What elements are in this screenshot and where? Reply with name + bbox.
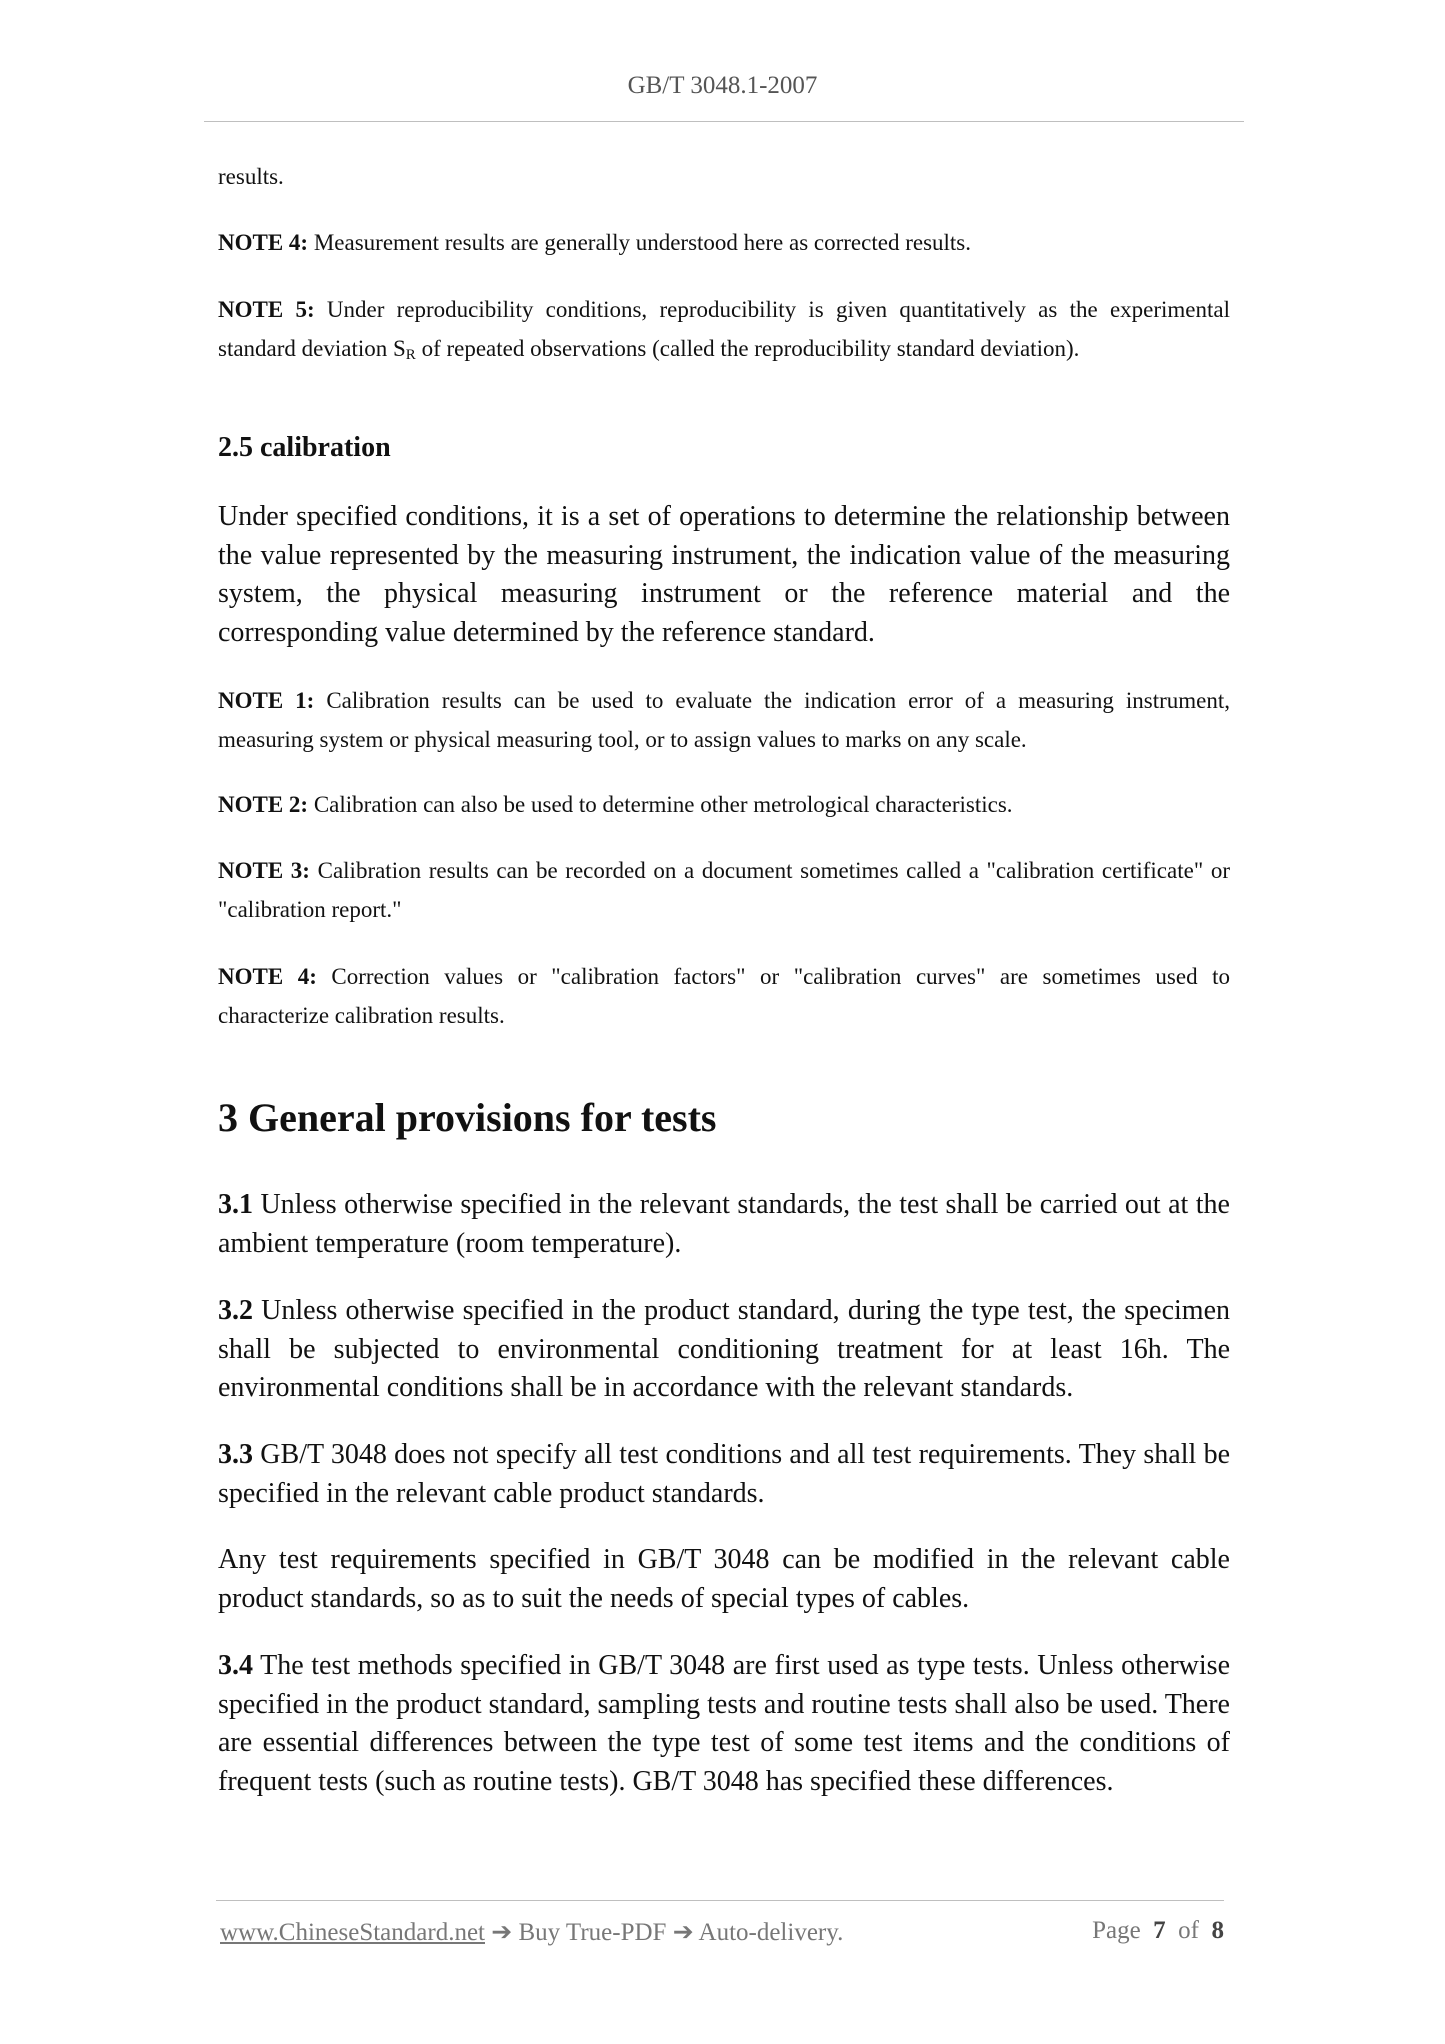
clause-3-3-continued: Any test requirements specified in GB/T 3048 can be modified in the relevant cable product standards, so as to suit the needs of special types of cables.: [218, 1544, 1230, 1614]
footer-divider: [216, 1900, 1224, 1901]
clause-number: 3.1: [218, 1189, 253, 1220]
continued-text: results.: [218, 164, 284, 189]
clause-3-1: 3.1 Unless otherwise specified in the relevant standards, the test shall be carried out at the ambient temperature (room temperature).: [218, 1189, 1230, 1259]
header-divider: [204, 121, 1244, 122]
section-2-5-title: 2.5 calibration: [218, 432, 391, 463]
total-pages: 8: [1211, 1917, 1224, 1944]
section-3-title: 3 General provisions for tests: [218, 1095, 717, 1140]
clause-3-4: 3.4 The test methods specified in GB/T 3048 are first used as type tests. Unless otherwise specified in the product standard, sampling tests and routine tests shall also be used. There are essential differences between the type test of some test items and the conditions of frequent tests (such as routine tests). GB/T 3048 has specified these differences.: [218, 1650, 1230, 1797]
note-4-measurement: NOTE 4: Measurement results are generally understood here as corrected results.: [218, 230, 971, 255]
running-header: GB/T 3048.1-2007: [627, 72, 818, 99]
current-page: 7: [1153, 1917, 1166, 1944]
note-5-reproducibility: NOTE 5: Under reproducibility conditions, reproducibility is given quantitatively as the experimental standard deviation $S_R$ of repeated observations (called the reproducibility standard deviation).: [218, 297, 1230, 363]
buy-pdf-text: Buy True-PDF: [518, 1919, 667, 1946]
calibration-note-3: NOTE 3: Calibration results can be recorded on a document sometimes called a "calibration certificate" or "calibration report.": [218, 858, 1231, 922]
delivery-text: Auto-delivery.: [698, 1919, 844, 1946]
note-label: NOTE 4:: [218, 964, 317, 989]
clause-number: 3.3: [218, 1439, 253, 1470]
clause-3-3: 3.3 GB/T 3048 does not specify all test conditions and all test requirements. They shall be specified in the relevant cable product standards.: [218, 1439, 1230, 1509]
arrow-right-icon: ➔: [672, 1919, 694, 1946]
calibration-note-2: NOTE 2: Calibration can also be used to determine other metrological characteristics.: [218, 792, 1013, 817]
arrow-right-icon: ➔: [491, 1919, 513, 1946]
calibration-note-1: NOTE 1: Calibration results can be used to evaluate the indication error of a measuring instrument, measuring system or physical measuring tool, or to assign values to marks on any scale.: [218, 688, 1230, 752]
footer-links: [220, 1917, 843, 1947]
calibration-definition: Under specified conditions, it is a set of operations to determine the relationship between the value represented by the measuring instrument, the indication value of the measuring system, the physical measuring instrument or the reference material and the corresponding value determined by the reference standard.: [218, 501, 1230, 648]
clause-number: 3.4: [218, 1650, 253, 1681]
note-label: NOTE 2:: [218, 792, 309, 817]
site-link[interactable]: www.ChineseStandard.net: [220, 1919, 485, 1946]
clause-number: 3.2: [218, 1295, 253, 1326]
page-indicator: Page 7 of 8: [1092, 1917, 1224, 1944]
calibration-note-4: NOTE 4: Correction values or "calibration factors" or "calibration curves" are sometimes used to characterize calibration results.: [218, 964, 1230, 1028]
clause-3-2: 3.2 Unless otherwise specified in the product standard, during the type test, the specimen shall be subjected to environmental conditioning treatment for at least 16h. The environmental conditions shall be in accordance with the relevant standards.: [218, 1295, 1230, 1403]
note-label: NOTE 5:: [218, 297, 315, 322]
note-label: NOTE 3:: [218, 858, 310, 883]
note-label: NOTE 1:: [218, 688, 315, 713]
note-label: NOTE 4:: [218, 230, 309, 255]
